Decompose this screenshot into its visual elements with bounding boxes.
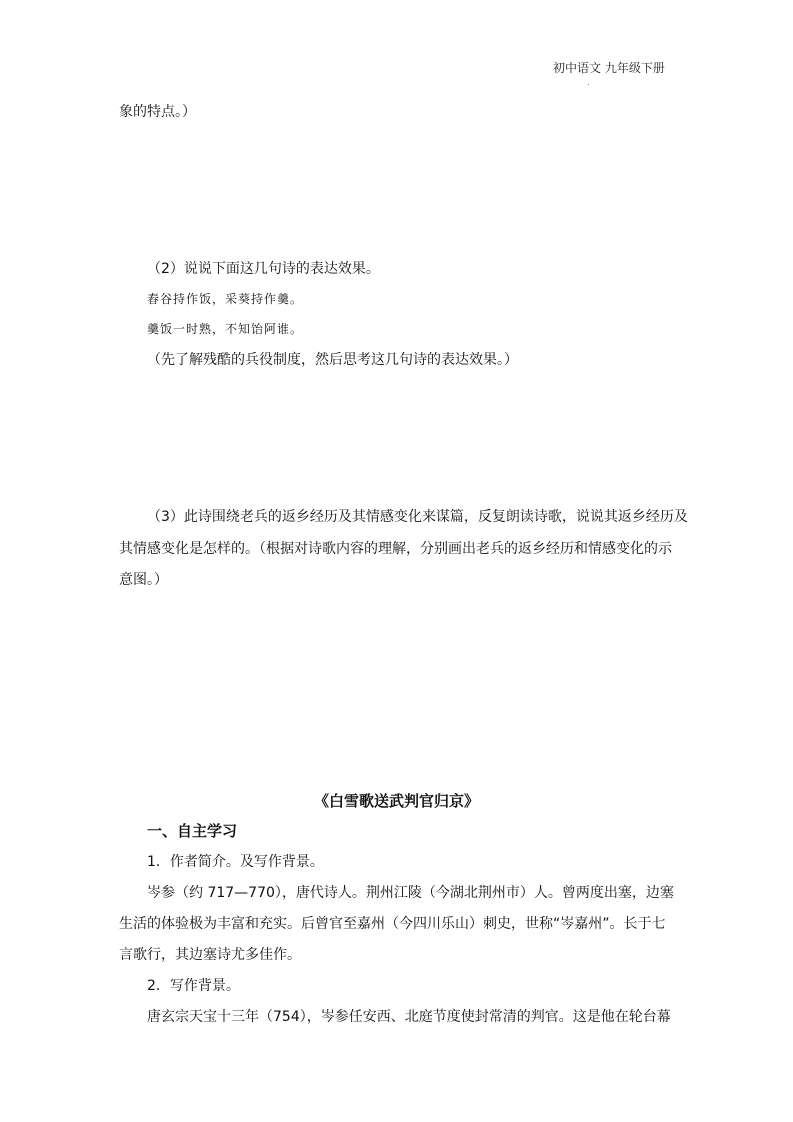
question-3-line-1: （3）此诗围绕老兵的返乡经历及其情感变化来谋篇，反复朗读诗歌，说说其返乡经历及 xyxy=(147,509,688,525)
question-3-line-2: 其情感变化是怎样的。（根据对诗歌内容的理解，分别画出老兵的返乡经历和情感变化的示 xyxy=(119,541,672,557)
poem-line-2: 羹饭一时熟，不知饴阿谁。 xyxy=(147,322,304,336)
section-heading: 一、自主学习 xyxy=(147,822,238,840)
author-paragraph-line-3: 言歌行，其边塞诗尤多佳作。 xyxy=(119,947,301,963)
question-2-hint: （先了解残酷的兵役制度，然后思考这几句诗的表达效果。） xyxy=(147,352,518,368)
question-3-line-3: 意图。） xyxy=(119,572,168,588)
continuation-text: 象的特点。） xyxy=(119,104,196,120)
author-paragraph-line-1: 岑参（约 717—770），唐代诗人。荆州江陵（今湖北荆州市）人。曾两度出塞，边塞 xyxy=(147,885,674,901)
background-paragraph-line-1: 唐玄宗天宝十三年（754），岑参任安西、北庭节度使封常清的判官。这是他在轮台幕 xyxy=(147,1009,671,1025)
poem-title: 《白雪歌送武判官归京》 xyxy=(313,792,479,810)
author-paragraph-line-2: 生活的体验极为丰富和充实。后曾官至嘉州（今四川乐山）刺史，世称“岑嘉州”。长于七 xyxy=(119,916,666,932)
question-2: （2）说说下面这几句诗的表达效果。 xyxy=(147,261,380,277)
item-2-heading: 2．写作背景。 xyxy=(147,978,240,994)
page-header: 初中语文 九年级下册 xyxy=(553,61,665,75)
item-1-heading: 1．作者简介。及写作背景。 xyxy=(147,854,324,870)
poem-line-1: 舂谷持作饭，采葵持作羹。 xyxy=(147,292,304,306)
header-dot xyxy=(588,84,589,85)
